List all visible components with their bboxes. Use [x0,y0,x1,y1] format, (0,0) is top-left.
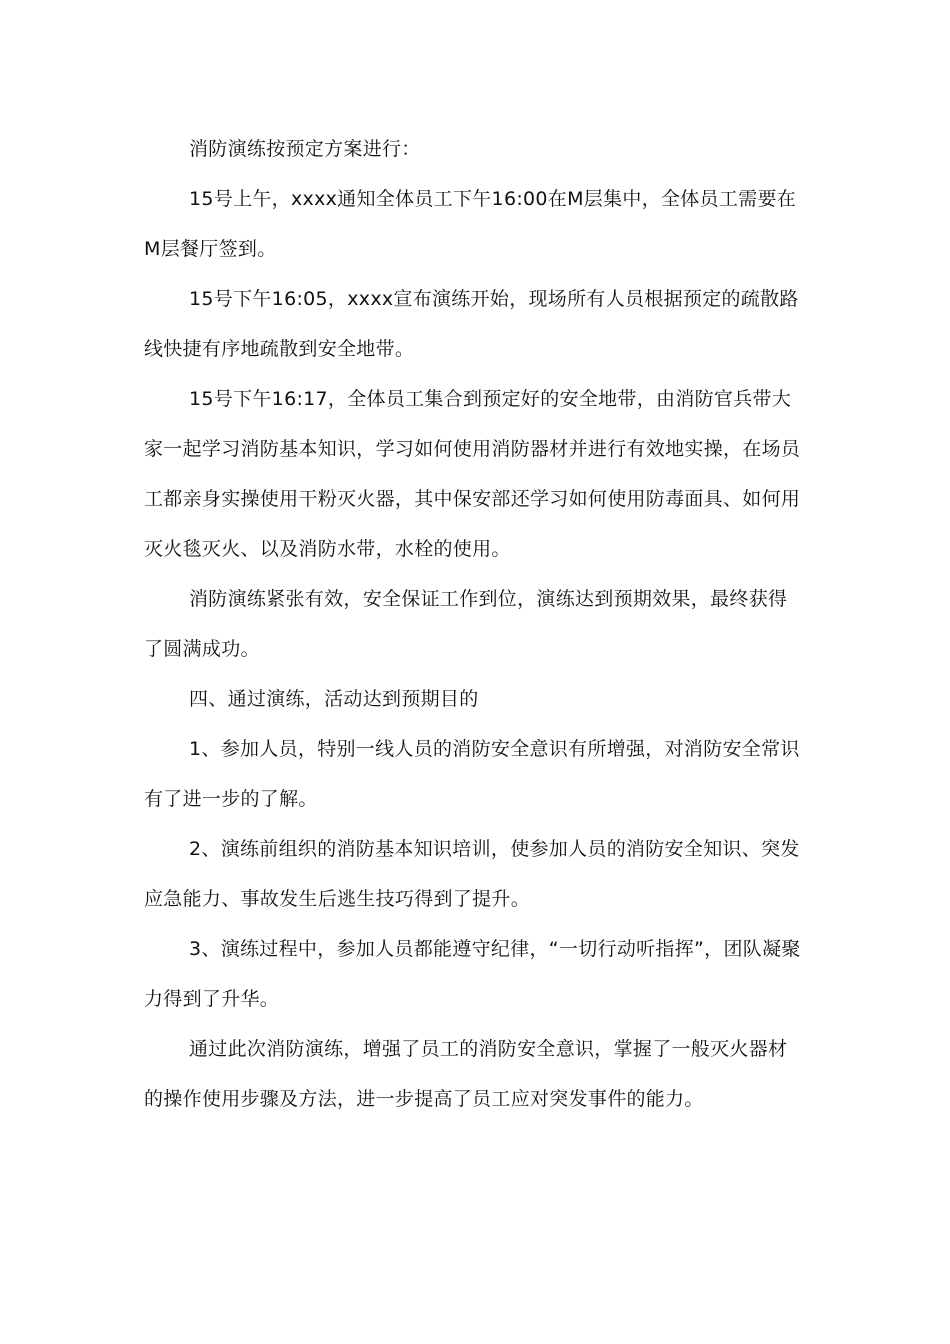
paragraph-drill-result: 消防演练紧张有效，安全保证工作到位，演练达到预期效果，最终获得了圆满成功。 [144,588,788,660]
paragraph-morning-notice: 15号上午，xxxx通知全体员工下午16:00在M层集中，全体员工需要在M层餐厅签到。 [144,188,797,260]
paragraph-training: 15号下午16:17，全体员工集合到预定好的安全地带，由消防官兵带大家一起学习消防基本知识，学习如何使用消防器材并进行有效地实操，在场员工都亲身实操使用干粉灭火器，其中保安部还学习如何使用防毒面具、如何用灭火毯灭火、以及消防水带，水栓的使用。 [144,388,801,560]
paragraph-goal-3: 3、演练过程中，参加人员都能遵守纪律，“一切行动听指挥”，团队凝聚力得到了升华。 [144,938,801,1010]
section-heading-goals: 四、通过演练，活动达到预期目的 [189,688,479,710]
paragraph-goal-2: 2、演练前组织的消防基本知识培训，使参加人员的消防安全知识、突发应急能力、事故发生后逃生技巧得到了提升。 [144,838,800,910]
paragraph-drill-start: 15号下午16:05，xxxx宣布演练开始，现场所有人员根据预定的疏散路线快捷有序地疏散到安全地带。 [144,288,799,360]
document-body [144,124,806,1124]
paragraph-conclusion: 通过此次消防演练，增强了员工的消防安全意识，掌握了一般灭火器材的操作使用步骤及方法，进一步提高了员工应对突发事件的能力。 [144,1038,788,1110]
paragraph-drill-plan: 消防演练按预定方案进行： [189,138,421,160]
paragraph-goal-1: 1、参加人员，特别一线人员的消防安全意识有所增强，对消防安全常识有了进一步的了解。 [144,738,800,810]
